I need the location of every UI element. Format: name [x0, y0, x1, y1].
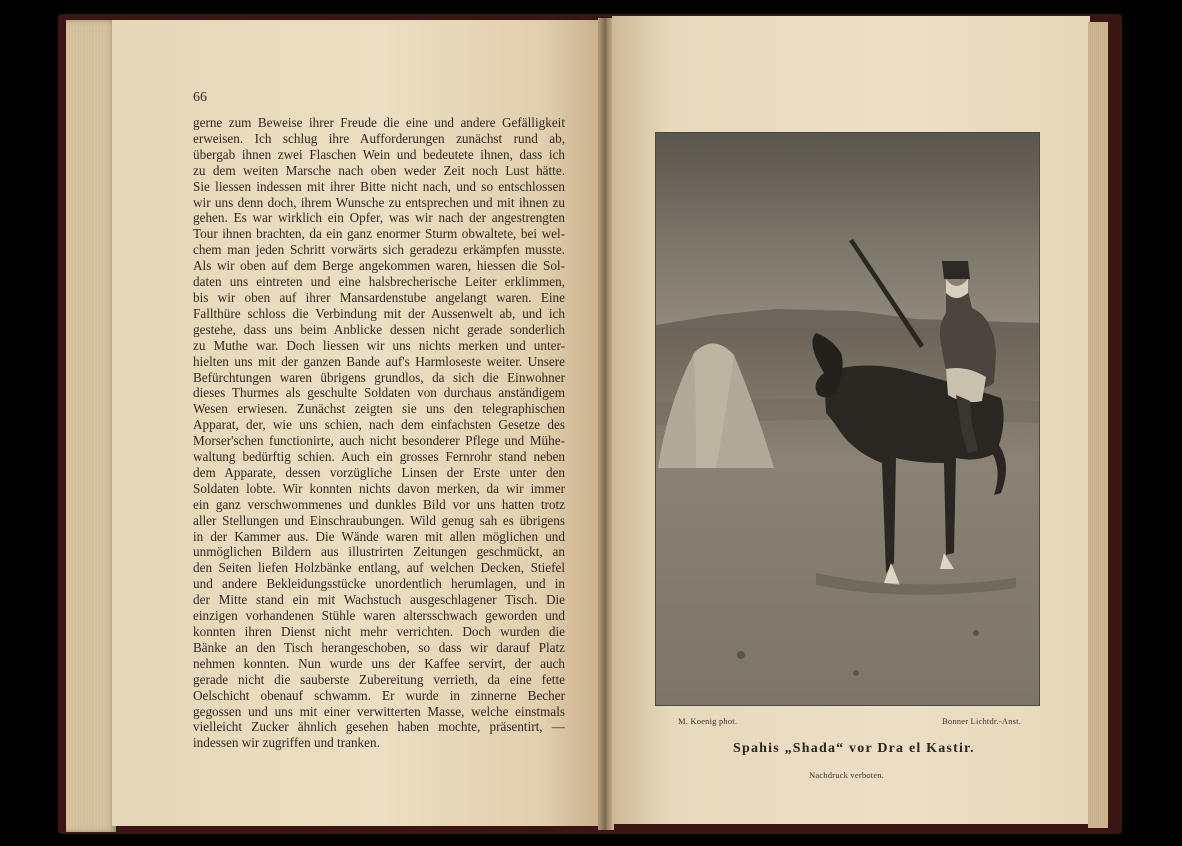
text-line: Apparat, der, wie uns schien, nach dem einfachsten Gesetze des [193, 417, 565, 433]
text-line: Soldaten lobte. Wir konnten nichts davon merken, da wir immer [193, 480, 565, 496]
text-line: unmöglichen Bildern aus illustrirten Zeitungen geschmückt, an [193, 544, 565, 560]
page-block-edge-right [1088, 22, 1108, 828]
photo-credit-photographer: M. Koenig phot. [678, 716, 738, 726]
photo-caption: Spahis „Shada“ vor Dra el Kastir. [733, 741, 975, 756]
photograph-illustration [656, 133, 1039, 705]
text-line: nehmen konnten. Nun wurde uns der Kaffee servirt, der auch [193, 655, 565, 671]
page-block-edge-left [66, 20, 116, 832]
text-line: gerade nicht die sauberste Zubereitung verrieth, da eine fette [193, 671, 565, 687]
text-line: erweisen. Ich schlug ihre Aufforderungen zunächst rund ab, [193, 130, 565, 146]
text-line: der Mitte stand ein mit Wachstuch ausgeschlagener Tisch. Die [193, 592, 565, 608]
text-line: Befürchtungen waren übrigens grundlos, da sich die Einwohner [193, 369, 565, 385]
text-line: in der Kammer aus. Die Wände waren mit allen möglichen und [193, 528, 565, 544]
text-line: bis wir oben auf ihrer Mansardenstube angelangt waren. Eine [193, 289, 565, 305]
text-line: Bänke an den Tisch herangeschoben, so dass wir darauf Platz [193, 639, 565, 655]
text-line: übergab ihnen zwei Flaschen Wein und bedeutete ihnen, dass ich [193, 146, 565, 162]
text-line: Als wir oben auf dem Berge angekommen waren, hiessen die Sol- [193, 258, 565, 274]
text-line: zu dem weiten Marsche nach oben weder Zeit noch Lust hätte. [193, 162, 565, 178]
body-text [193, 115, 565, 751]
text-line: Sie liessen indessen mit ihrer Bitte nicht nach, und so entschlossen [193, 178, 565, 194]
text-line: gestehe, dass uns beim Anblicke dessen nicht gerade sonderlich [193, 321, 565, 337]
text-line: den Seiten liefen Holzbänke entlang, auf welchen Decken, Stiefel [193, 560, 565, 576]
text-line: und andere Bekleidungsstücke unordentlich herumlagen, und in [193, 576, 565, 592]
text-line: zu Muthe war. Doch liessen wir uns nichts merken und unter- [193, 337, 565, 353]
text-line: vielleicht Zucker ähnlich gesehen haben mochte, präsentirt, — [193, 719, 565, 735]
reproduction-notice: Nachdruck verboten. [809, 770, 885, 780]
text-line: Fallthüre schloss die Verbindung mit der Aussenwelt ab, und ich [193, 305, 565, 321]
text-line: gerne zum Beweise ihrer Freude die eine und andere Gefälligkeit [193, 115, 565, 130]
text-line: einzigen vorhandenen Stühle waren altersschwach geworden und [193, 608, 565, 624]
text-line: ein ganz verschwommenes und dunkles Bild vor uns hatten trotz [193, 496, 565, 512]
text-line: dem Apparate, dessen vorzügliche Linsen der Erste unter den [193, 464, 565, 480]
page-number: 66 [193, 90, 207, 105]
text-line: daten uns eintreten und eine halsbrecherische Leiter erklimmen, [193, 274, 565, 290]
text-line: gegossen und uns mit einer verwitterten Masse, welche einstmals [193, 703, 565, 719]
text-line: konnten ihren Dienst nicht mehr verrichten. Doch wurden die [193, 624, 565, 639]
photograph-horseman [655, 132, 1040, 706]
text-line: Oelschicht obenauf schwamm. Er wurde in zinnerne Becher [193, 687, 565, 703]
text-line: Morser'schen functionirte, auch nicht besonderer Pflege und Mühe- [193, 433, 565, 449]
text-line: indessen wir zugriffen und tranken. [193, 735, 380, 751]
text-line: hielten uns mit der ganzen Bande auf's Harmloseste weiter. Unsere [193, 353, 565, 369]
text-line: Wesen erwiesen. Zunächst zeigten sie uns den telegraphischen [193, 401, 565, 417]
text-line: gehen. Es war wirklich ein Opfer, was wir nach der angestrengten [193, 210, 565, 226]
text-line: waltung bedürftig schien. Auch ein grosses Fernrohr stand neben [193, 449, 565, 465]
text-line: dieses Thurmes als geschulte Soldaten von durchaus anständigem [193, 385, 565, 401]
text-line: aller Stellungen und Einschraubungen. Wild genug sah es übrigens [193, 512, 565, 528]
text-line: Tour ihnen brachten, da ein ganz enormer Sturm obwaltete, bei wel- [193, 226, 565, 242]
text-line: chem man jeden Schritt vorwärts sich geradezu erkämpfen musste. [193, 242, 565, 258]
photo-credit-printer: Bonner Lichtdr.-Anst. [942, 716, 1022, 726]
text-line: wir uns denn doch, ihrem Wunsche zu entsprechen und mit ihnen zu [193, 194, 565, 210]
